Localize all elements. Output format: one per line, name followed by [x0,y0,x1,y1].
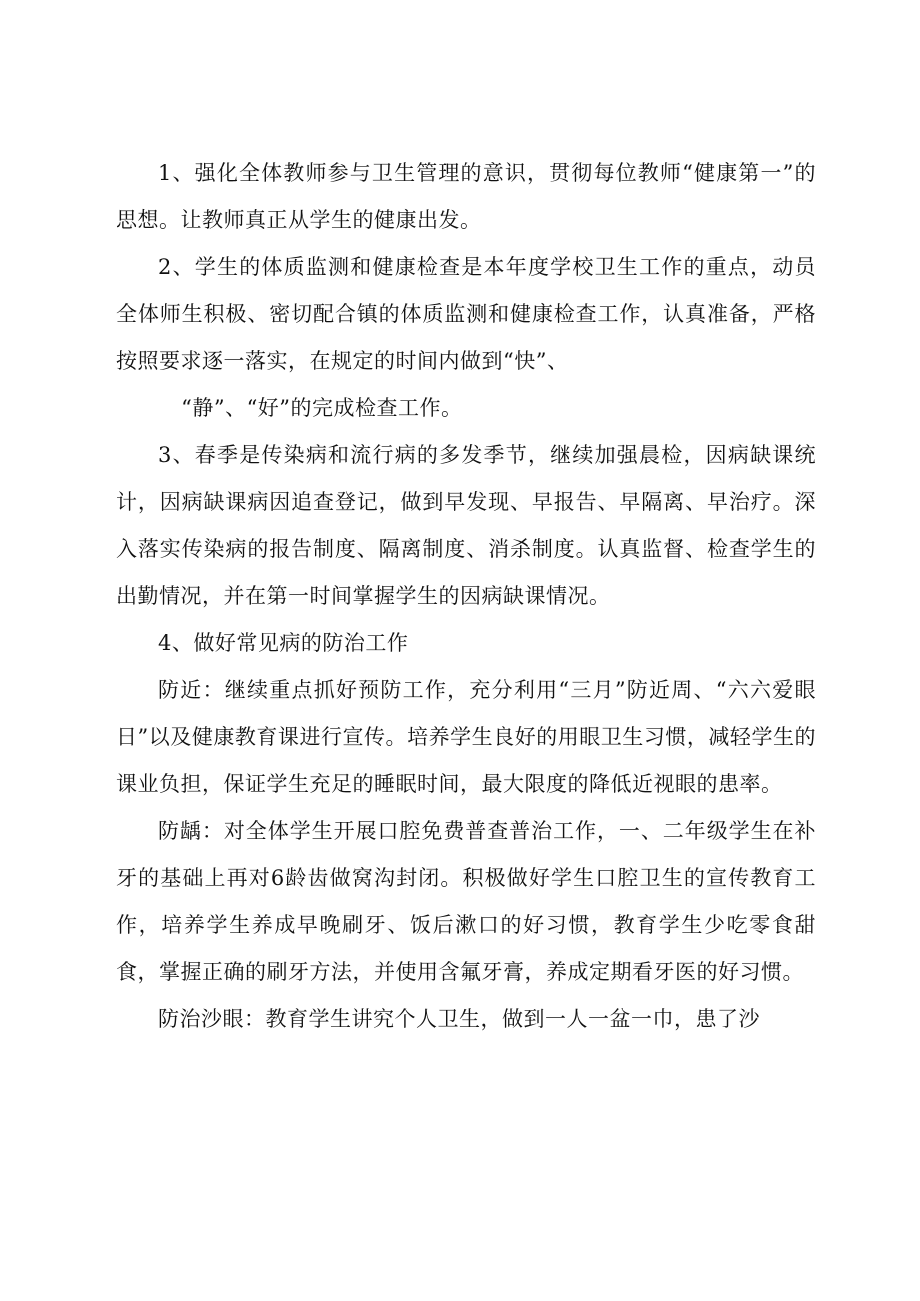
paragraph-2-continuation: “静”、“好”的完成检查工作。 [181,396,463,420]
paragraph-myopia: 防近：继续重点抓好预防工作，充分利用“三月”防近周、“六六爱眼日”以及健康教育课进行宣传。培养学生良好的用眼卫生习惯，减轻学生的课业负担，保证学生充足的睡眠时间，最大限度的降低近视眼的患率。 [116,678,816,796]
paragraph-2: 2、学生的体质监测和健康检查是本年度学校卫生工作的重点，动员全体师生积极、密切配合镇的体质监测和健康检查工作，认真准备，严格按照要求逐一落实，在规定的时间内做到“快”、 [116,255,816,373]
paragraph-3: 3、春季是传染病和流行病的多发季节，继续加强晨检，因病缺课统计，因病缺课病因追查登记，做到早发现、早报告、早隔离、早治疗。深入落实传染病的报告制度、隔离制度、消杀制度。认真监督、检查学生的出勤情况，并在第一时间掌握学生的因病缺课情况。 [116,443,816,608]
paragraph-4-heading: 4、做好常见病的防治工作 [158,631,409,655]
paragraph-1: 1、强化全体教师参与卫生管理的意识，贯彻每位教师“健康第一”的思想。让教师真正从学生的健康出发。 [116,161,816,232]
paragraph-caries: 防龋：对全体学生开展口腔免费普查普治工作，一、二年级学生在补牙的基础上再对6龄齿做窝沟封闭。积极做好学生口腔卫生的宣传教育工作，培养学生养成早晚刷牙、饭后漱口的好习惯，教育学生少吃零食甜食，掌握正确的刷牙方法，并使用含氟牙膏，养成定期看牙医的好习惯。 [116,819,816,984]
paragraph-trachoma: 防治沙眼：教育学生讲究个人卫生，做到一人一盆一巾，患了沙 [158,1007,760,1031]
document-body [116,150,816,1043]
